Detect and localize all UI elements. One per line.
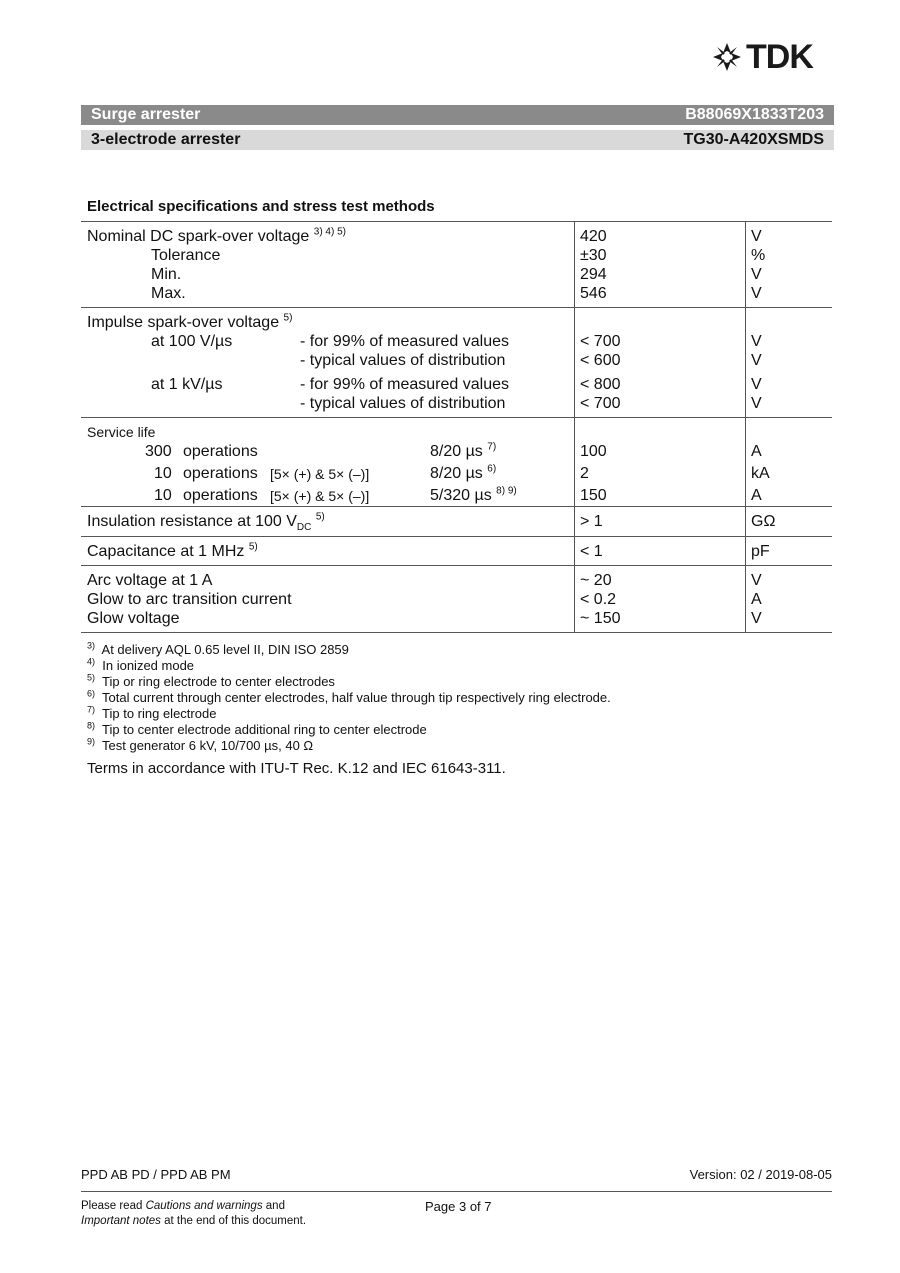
terms-text: Terms in accordance with ITU-T Rec. K.12 and IEC 61643-311.: [87, 760, 506, 777]
footnote: $^{6)}$ Total current through center electrodes, half value through tip respectively ring electrode.: [87, 688, 611, 705]
service-unit: kA: [751, 465, 770, 482]
service-operations: operations: [183, 465, 258, 482]
impulse-unit: V: [751, 352, 762, 369]
tdk-logo-text: TDK: [746, 38, 813, 76]
service-unit: A: [751, 443, 762, 460]
arc-value: < 0.2: [580, 591, 617, 608]
max-unit: V: [751, 285, 762, 302]
capacitance-unit: pF: [751, 543, 770, 560]
header-bar-product: [81, 105, 834, 125]
footnote: $^{7)}$ Tip to ring electrode: [87, 704, 217, 721]
insulation-label: Insulation resistance at 100 $V_{DC}$ $^{5)}$: [87, 511, 325, 534]
arc-unit: V: [751, 572, 762, 589]
impulse-rate-100v: at 100 V/µs: [151, 333, 233, 350]
max-label: Max.: [151, 285, 186, 302]
impulse-unit: V: [751, 395, 762, 412]
service-wave: 8/20 µs $^{7)}$: [430, 441, 497, 460]
impulse-unit: V: [751, 333, 762, 350]
footnote: $^{3)}$ At delivery AQL 0.65 level II, DIN ISO 2859: [87, 640, 349, 657]
part-number: B88069X1833T203: [685, 106, 824, 123]
table-rule: [81, 536, 832, 537]
service-operations: operations: [183, 487, 258, 504]
arc-unit: A: [751, 591, 762, 608]
service-value: 150: [580, 487, 607, 504]
service-polarity: [5× (+) & 5× (–)]: [270, 466, 370, 482]
service-value: 100: [580, 443, 607, 460]
min-value: 294: [580, 266, 607, 283]
footer-rule: [81, 1191, 832, 1192]
service-count: 300: [145, 443, 172, 460]
insulation-value: > 1: [580, 513, 603, 530]
impulse-value: < 700: [580, 395, 621, 412]
arc-unit: V: [751, 610, 762, 627]
footnote: $^{9)}$ Test generator 6 kV, 10/700 µs, 40 Ω: [87, 736, 314, 753]
impulse-unit: V: [751, 376, 762, 393]
arc-value: ~ 150: [580, 610, 621, 627]
impulse-value: < 600: [580, 352, 621, 369]
footer-dept: PPD AB PD / PPD AB PM: [81, 1167, 231, 1182]
insulation-unit: GΩ: [751, 513, 776, 530]
arrester-type: 3-electrode arrester: [91, 131, 241, 148]
impulse-value: < 800: [580, 376, 621, 393]
footnote: $^{4)}$ In ionized mode: [87, 656, 195, 673]
header-bar-type: [81, 130, 834, 150]
service-unit: A: [751, 487, 762, 504]
page-number: Page 3 of 7: [425, 1199, 492, 1214]
impulse-desc: - typical values of distribution: [300, 352, 506, 369]
table-rule: [81, 632, 832, 633]
service-polarity: [5× (+) & 5× (–)]: [270, 488, 370, 504]
impulse-label: Impulse spark-over voltage $^{5)}$: [87, 312, 293, 331]
nominal-label: Nominal DC spark-over voltage $^{3) 4) 5)}$: [87, 226, 346, 245]
impulse-desc: - for 99% of measured values: [300, 376, 509, 393]
tdk-logo: [712, 40, 813, 74]
service-life-label: Service life: [87, 424, 156, 440]
arc-label: Arc voltage at 1 A: [87, 572, 213, 589]
footnote: $^{5)}$ Tip or ring electrode to center electrodes: [87, 672, 335, 689]
tolerance-unit: %: [751, 247, 766, 264]
nominal-value: 420: [580, 228, 607, 245]
service-count: 10: [154, 465, 172, 482]
table-rule: [81, 506, 832, 507]
footnote: $^{8)}$ Tip to center electrode additional ring to center electrode: [87, 720, 427, 737]
nominal-unit: V: [751, 228, 762, 245]
section-title: Electrical specifications and stress test methods: [87, 198, 435, 215]
service-wave: 8/20 µs $^{6)}$: [430, 463, 497, 482]
capacitance-label: Capacitance at 1 MHz $^{5)}$: [87, 541, 258, 560]
footer-note-line2: Important notes at the end of this document.: [81, 1215, 307, 1227]
table-column-divider: [745, 221, 746, 632]
arc-label: Glow voltage: [87, 610, 180, 627]
arc-label: Glow to arc transition current: [87, 591, 292, 608]
service-count: 10: [154, 487, 172, 504]
table-rule: [81, 565, 832, 566]
service-value: 2: [580, 465, 589, 482]
model-number: TG30-A420XSMDS: [683, 131, 824, 148]
table-column-divider: [574, 221, 575, 632]
tdk-emblem-icon: [712, 42, 742, 72]
impulse-rate-1kv: at 1 kV/µs: [151, 376, 223, 393]
max-value: 546: [580, 285, 607, 302]
arc-value: ~ 20: [580, 572, 612, 589]
min-label: Min.: [151, 266, 182, 283]
footer-note-line1: Please read Cautions and warnings and: [81, 1200, 285, 1212]
service-operations: operations: [183, 443, 258, 460]
min-unit: V: [751, 266, 762, 283]
table-rule: [81, 221, 832, 222]
table-rule: [81, 417, 832, 418]
impulse-value: < 700: [580, 333, 621, 350]
tolerance-label: Tolerance: [151, 247, 221, 264]
impulse-desc: - for 99% of measured values: [300, 333, 509, 350]
table-rule: [81, 307, 832, 308]
impulse-desc: - typical values of distribution: [300, 395, 506, 412]
capacitance-value: < 1: [580, 543, 603, 560]
tolerance-value: ±30: [580, 247, 607, 264]
footer-version: Version: 02 / 2019-08-05: [689, 1167, 832, 1182]
product-name: Surge arrester: [91, 106, 201, 123]
service-wave: 5/320 µs $^{8) 9)}$: [430, 485, 517, 504]
